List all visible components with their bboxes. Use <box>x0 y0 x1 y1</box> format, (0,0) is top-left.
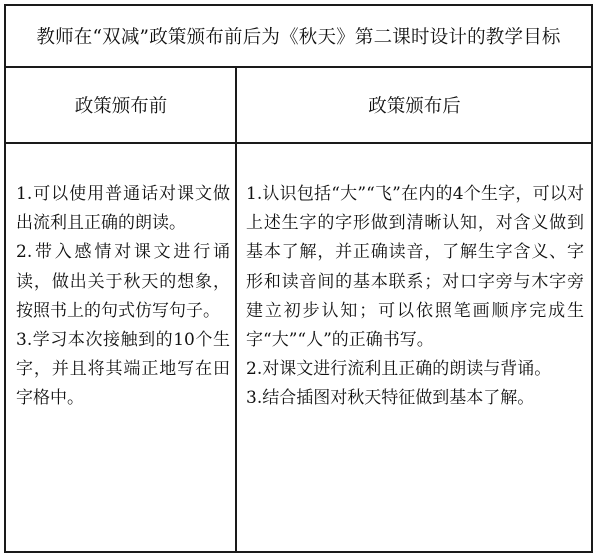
after-item-1: 1.认识包括“大”“飞”在内的4个生字，可以对上述生字的字形做到清晰认知，对含义做到基本了解，并正确读音，了解生字含义、字形和读音间的基本联系；对口字旁与木字旁建立初步认知；可以依照笔画顺序完成生字“大”“人”的正确书写。 <box>246 184 584 351</box>
before-item-3: 3.学习本次接触到的10个生字，并且将其端正地写在田字格中。 <box>16 330 230 409</box>
header-row <box>6 68 591 144</box>
after-item-2: 2.对课文进行流利且正确的朗读与背诵。 <box>246 359 552 380</box>
before-item-1: 1.可以使用普通话对课文做出流利且正确的朗读。 <box>16 184 230 234</box>
before-item-2: 2.带入感情对课文进行诵读，做出关于秋天的想象，按照书上的句式仿写句子。 <box>16 242 230 321</box>
after-cell <box>246 180 584 414</box>
header-before: 政策颁布前 <box>74 96 168 117</box>
objectives-table <box>4 4 593 553</box>
header-after: 政策颁布后 <box>368 96 461 117</box>
column-divider <box>235 68 237 551</box>
table-title: 教师在“双减”政策颁布前后为《秋天》第二课时设计的教学目标 <box>6 6 591 68</box>
before-cell <box>16 180 230 414</box>
after-item-3: 3.结合插图对秋天特征做到基本了解。 <box>246 388 535 409</box>
